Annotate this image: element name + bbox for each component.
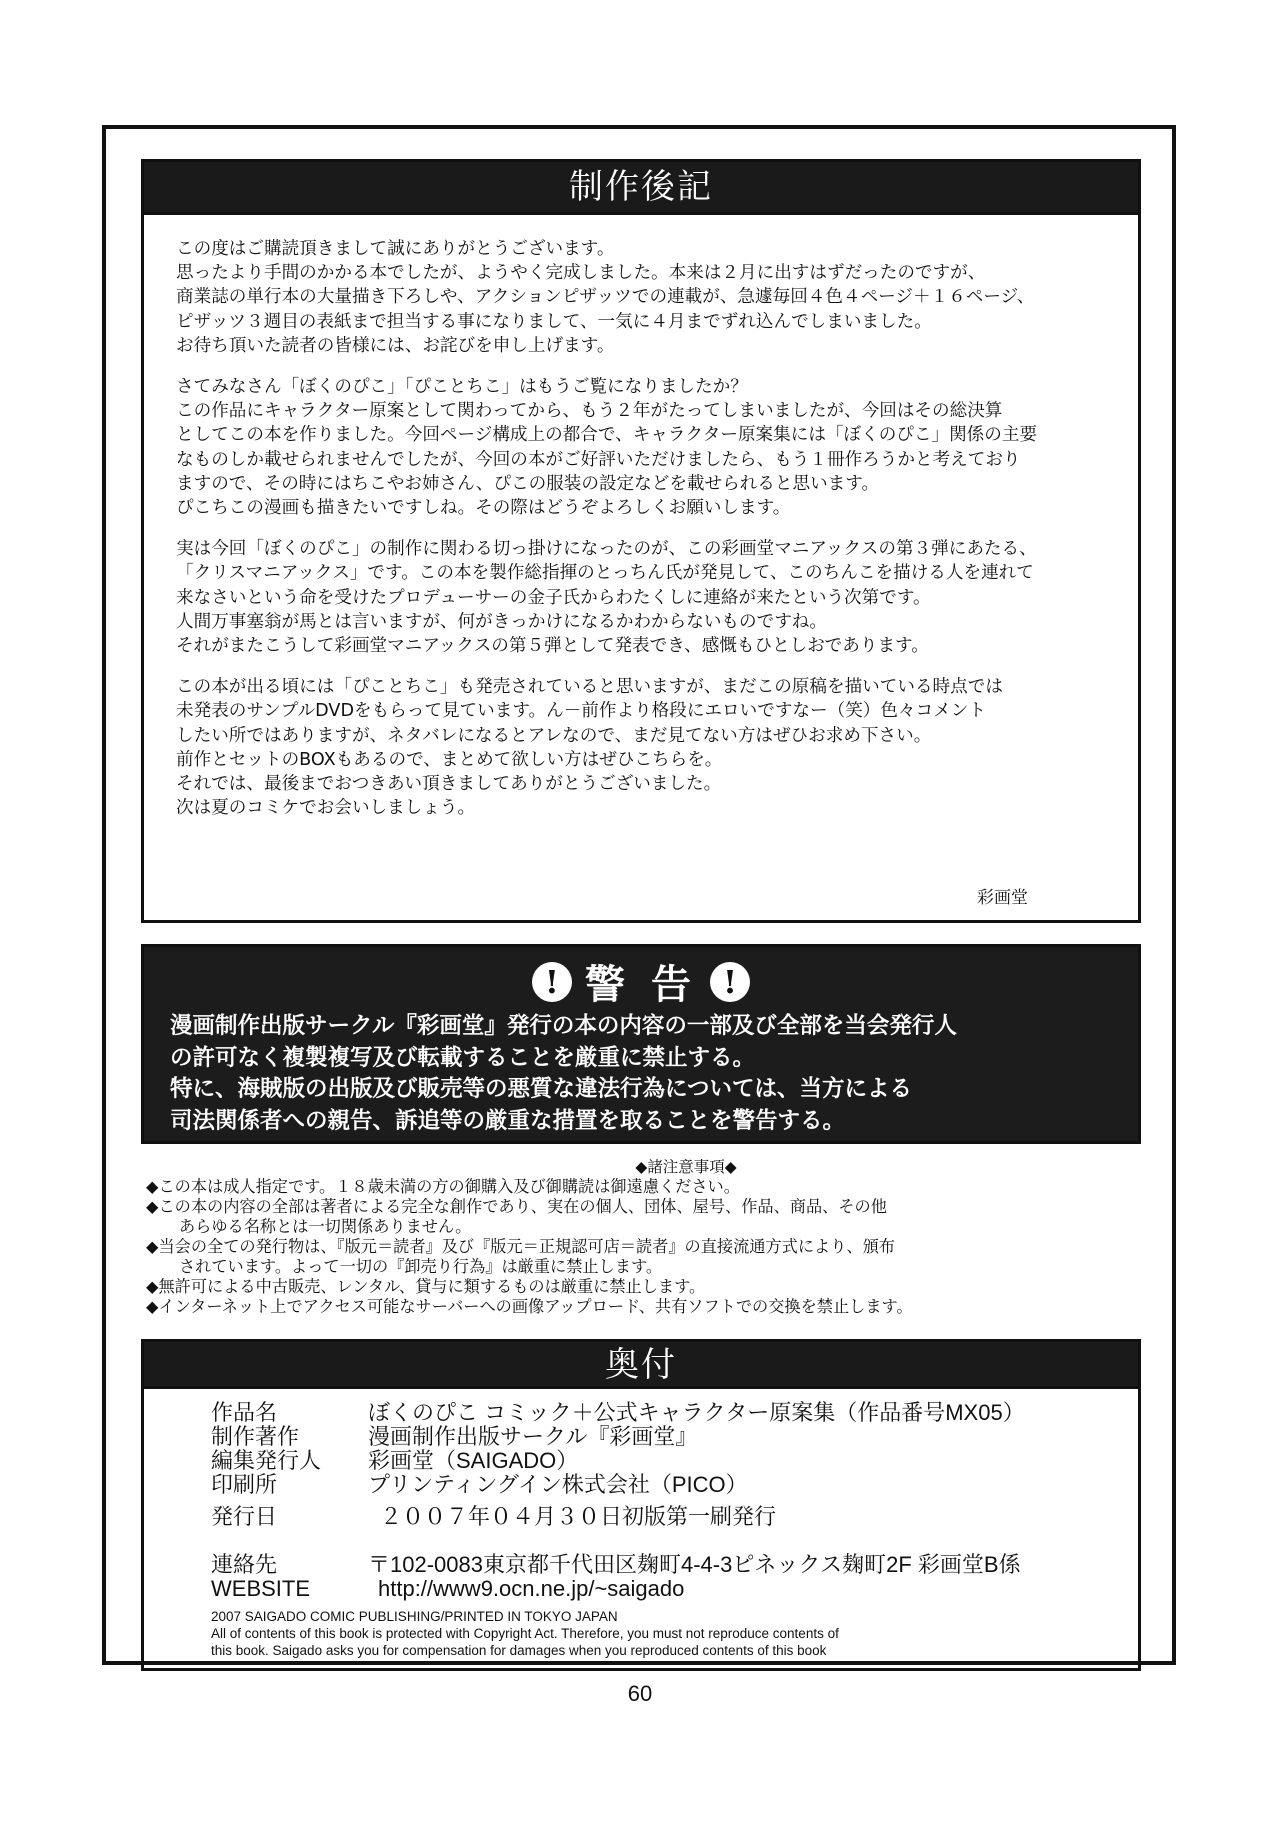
afterword-header	[141, 159, 1141, 215]
warning-line: 司法関係者への親告、訴追等の厳重な措置を取ることを警告する。	[170, 1107, 846, 1134]
afterword-line: 「クリスマニアックス」です。この本を製作総指揮のとっちん氏が発見して、このちんこを描ける人を連れて	[176, 563, 1034, 584]
afterword-line: したい所ではありますが、ネタバレになるとアレなので、まだ見てない方はぜひお求め下さい。	[176, 725, 932, 746]
page-number: 60	[627, 1681, 653, 1706]
exclamation-icon: !	[532, 962, 572, 1002]
notice-line: ◆無許可による中古販売、レンタル、貸与に類するものは厳重に禁止します。	[146, 1277, 706, 1296]
notices-section	[146, 1157, 1146, 1317]
colophon-value: 〒102-0083東京都千代田区麹町4-4-3ピネックス麹町2F 彩画堂B係	[368, 1552, 1021, 1577]
warning-body	[170, 1011, 1128, 1137]
colophon-value: 彩画堂（SAIGADO）	[368, 1448, 579, 1473]
afterword-line: ピザッツ３週目の表紙まで担当する事になりまして、一気に４月までずれ込んでしまいました。	[176, 311, 932, 332]
notice-line: ◆当会の全ての発行物は、『版元＝読者』及び『版元＝正規認可店＝読者』の直接流通方式により、頒布	[146, 1237, 895, 1256]
colophon-label: 制作著作	[211, 1424, 300, 1449]
afterword-line: ぴこちこの漫画も描きたいですしね。その際はどうぞよろしくお願いします。	[176, 498, 791, 519]
notice-line: ◆インターネット上でアクセス可能なサーバーへの画像アップロード、共有ソフトでの交換を禁止します。	[146, 1297, 913, 1316]
colophon-label: 印刷所	[211, 1472, 278, 1497]
afterword-paragraph-3	[176, 537, 1110, 658]
colophon-row	[211, 1401, 1025, 1425]
colophon-title: 奥付	[605, 1345, 677, 1385]
afterword-line: この度はご購読頂きまして誠にありがとうございます。	[176, 239, 615, 259]
afterword-line: 未発表のサンプルDVDをもらって見ています。ん－前作より格段にエロいですなー（笑）色々コメント	[176, 701, 986, 722]
warning-line: 漫画制作出版サークル『彩画堂』発行の本の内容の一部及び全部を当会発行人	[170, 1013, 957, 1039]
afterword-paragraph-2	[176, 375, 1110, 520]
afterword-line: なものしか載せられませんでしたが、今回の本がご好評いただけましたら、もう１冊作ろうかと考えており	[176, 449, 1021, 470]
notices-title: ◆諸注意事項◆	[635, 1158, 737, 1176]
afterword-line: 商業誌の単行本の大量描き下ろしや、アクションピザッツでの連載が、急遽毎回４色４ページ＋１６ページ、	[176, 287, 1035, 308]
colophon-value: ぼくのぴこ コミック＋公式キャラクター原案集（作品番号MX05）	[368, 1400, 1025, 1425]
afterword-line: ますので、その時にはちこやお姉さん、ぴこの服装の設定などを載せられると思います。	[176, 473, 880, 494]
afterword-line: それがまたこうして彩画堂マニアックスの第５弾として発表でき、感慨もひとしおであります。	[176, 636, 929, 657]
colophon-row	[211, 1473, 748, 1497]
exclamation-icon: !	[710, 962, 750, 1002]
colophon-row	[211, 1577, 684, 1601]
page-frame	[102, 125, 1176, 1665]
afterword-line: 前作とセットのBOXもあるので、まとめて欲しい方はぜひこちらを。	[176, 749, 723, 770]
colophon-label: WEBSITE	[211, 1576, 311, 1601]
colophon-value: 漫画制作出版サークル『彩画堂』	[368, 1424, 698, 1449]
colophon-label: 連絡先	[211, 1552, 278, 1577]
warning-title: 警 告	[585, 961, 697, 1008]
afterword-line: としてこの本を作りました。今回ページ構成上の都合で、キャラクター原案集には「ぼくのぴこ」関係の主要	[176, 425, 1038, 446]
notice-line: あらゆる名称とは一切関係ありません。	[179, 1217, 472, 1236]
afterword-line: この作品にキャラクター原案として関わってから、もう２年がたってしまいましたが、今回はその総決算	[176, 401, 1003, 422]
colophon-header	[141, 1339, 1141, 1389]
colophon-value: http://www9.ocn.ne.jp/~saigado	[378, 1576, 685, 1601]
colophon-label: 発行日	[211, 1504, 278, 1529]
notice-line: ◆この本の内容の全部は著者による完全な創作であり、実在の個人、団体、屋号、作品、商品、その他	[146, 1197, 887, 1216]
notice-line: ◆この本は成人指定です。１８歳未満の方の御購入及び御購読は御遠慮ください。	[146, 1177, 740, 1196]
copyright-line: 2007 SAIGADO COMIC PUBLISHING/PRINTED IN TOKYO JAPAN	[211, 1609, 618, 1624]
afterword-line: 実は今回「ぼくのぴこ」の制作に関わる切っ掛けになったのが、この彩画堂マニアックスの第３弾にあたる、	[176, 539, 1037, 560]
afterword-line: さてみなさん「ぼくのぴこ」「ぴことちこ」はもうご覧になりましたか？	[176, 377, 748, 398]
afterword-line: それでは、最後までおつきあい頂きましてありがとうございました。	[176, 774, 722, 795]
colophon-row	[211, 1505, 776, 1529]
colophon-label: 編集発行人	[211, 1448, 322, 1473]
afterword-signature: 彩画堂	[977, 888, 1028, 908]
afterword-line: 次は夏のコミケでお会いしましょう。	[176, 798, 476, 819]
copyright-line: this book. Saigado asks you for compensation for damages when you reproduced contents of this book	[211, 1643, 827, 1658]
notice-line: されています。よって一切の『卸売り行為』は厳重に禁止します。	[179, 1257, 663, 1276]
colophon-box	[141, 1389, 1141, 1671]
afterword-title: 制作後記	[569, 167, 713, 207]
colophon-label: 作品名	[211, 1400, 278, 1425]
afterword-line: この本が出る頃には「ぴことちこ」も発売されていると思いますが、まだこの原稿を描いている時点では	[176, 677, 1003, 698]
colophon-row	[211, 1553, 1021, 1577]
warning-header	[144, 953, 1138, 1010]
afterword-paragraph-1	[176, 237, 1110, 358]
colophon-value: プリンティングイン株式会社（PICO）	[368, 1472, 748, 1497]
colophon-row	[211, 1425, 697, 1449]
afterword-box	[141, 215, 1141, 923]
afterword-line: 来なさいという命を受けたプロデューサーの金子氏からわたくしに連絡が来たという次第です。	[176, 587, 931, 608]
colophon-row	[211, 1449, 578, 1473]
afterword-line: 思ったより手間のかかる本でしたが、ようやく完成しました。本来は２月に出すはずだったのですが、	[176, 263, 986, 284]
warning-line: の許可なく複製複写及び転載することを厳重に禁止する。	[170, 1044, 756, 1071]
afterword-line: 人間万事塞翁が馬とは言いますが、何がきっかけになるかわからないものですね。	[176, 611, 827, 632]
afterword-line: お待ち頂いた読者の皆様には、お詫びを申し上げます。	[176, 335, 615, 356]
copyright-line: All of contents of this book is protected with Copyright Act. Therefore, you must not reproduce contents of	[211, 1626, 839, 1641]
afterword-paragraph-4	[176, 675, 1110, 820]
colophon-value: ２００７年０４月３０日初版第一刷発行	[380, 1504, 777, 1529]
warning-line: 特に、海賊版の出版及び販売等の悪質な違法行為については、当方による	[170, 1076, 913, 1102]
warning-block	[141, 944, 1141, 1144]
